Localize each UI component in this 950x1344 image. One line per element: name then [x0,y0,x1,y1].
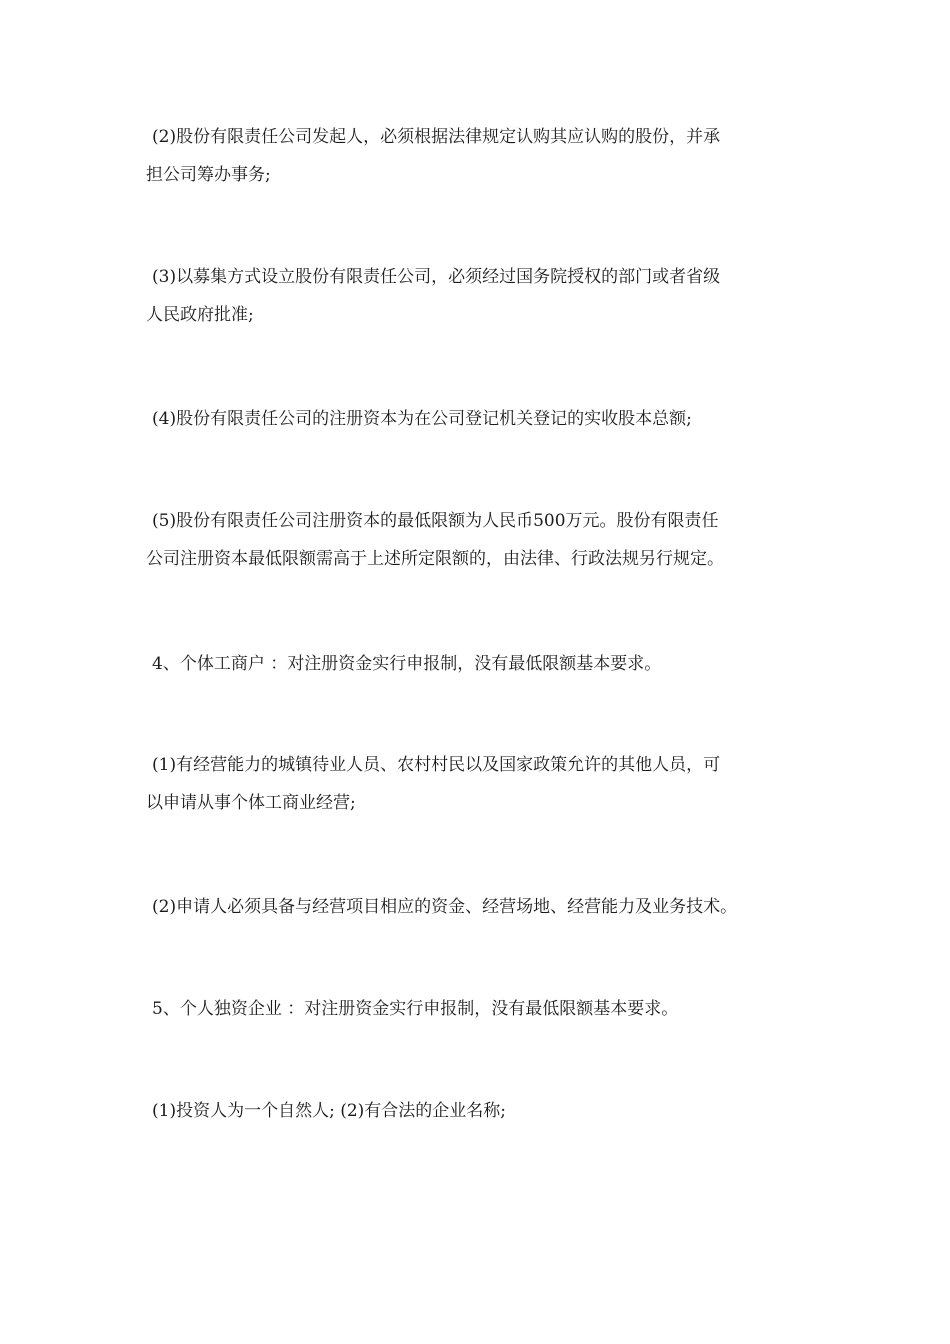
paragraph-line: (1)投资人为一个自然人; (2)有合法的企业名称; [152,1101,507,1121]
paragraph-line: 4、个体工商户 ：对注册资金实行申报制，没有最低限额基本要求。 [152,654,662,674]
heading-individual-business [146,645,816,683]
paragraph-4-registered-capital [146,400,816,438]
paragraph-line: (2)申请人必须具备与经营项目相应的资金、经营场地、经营能力及业务技术。 [152,897,738,917]
paragraph-3-approval [146,258,816,334]
paragraph-line: (2)股份有限责任公司发起人，必须根据法律规定认购其应认购的股份，并承 [152,127,721,147]
paragraph-2-sponsor [146,118,816,194]
paragraph-line: (1)有经营能力的城镇待业人员、农村村民以及国家政策允许的其他人员，可 [152,755,721,775]
paragraph-line: 担公司筹办事务; [146,165,271,185]
paragraph-5-minimum-capital [146,502,816,578]
paragraph-line: (3)以募集方式设立股份有限责任公司，必须经过国务院授权的部门或者省级 [152,267,721,287]
paragraph-1-eligible-persons [146,746,816,822]
paragraph-line: (5)股份有限责任公司注册资本的最低限额为人民币500万元。股份有限责任 [152,511,719,531]
paragraph-line: 公司注册资本最低限额需高于上述所定限额的，由法律、行政法规另行规定。 [146,549,724,569]
heading-sole-proprietorship [146,990,816,1028]
paragraph-line: 人民政府批准; [146,305,254,325]
paragraph-line: 5、个人独资企业 ：对注册资金实行申报制，没有最低限额基本要求。 [152,999,679,1019]
paragraph-line: 以申请从事个体工商业经营; [146,793,356,813]
paragraph-line: (4)股份有限责任公司的注册资本为在公司登记机关登记的实收股本总额; [152,409,692,429]
paragraph-2-applicant-requirements [146,888,816,926]
paragraph-1-investor [146,1092,816,1130]
